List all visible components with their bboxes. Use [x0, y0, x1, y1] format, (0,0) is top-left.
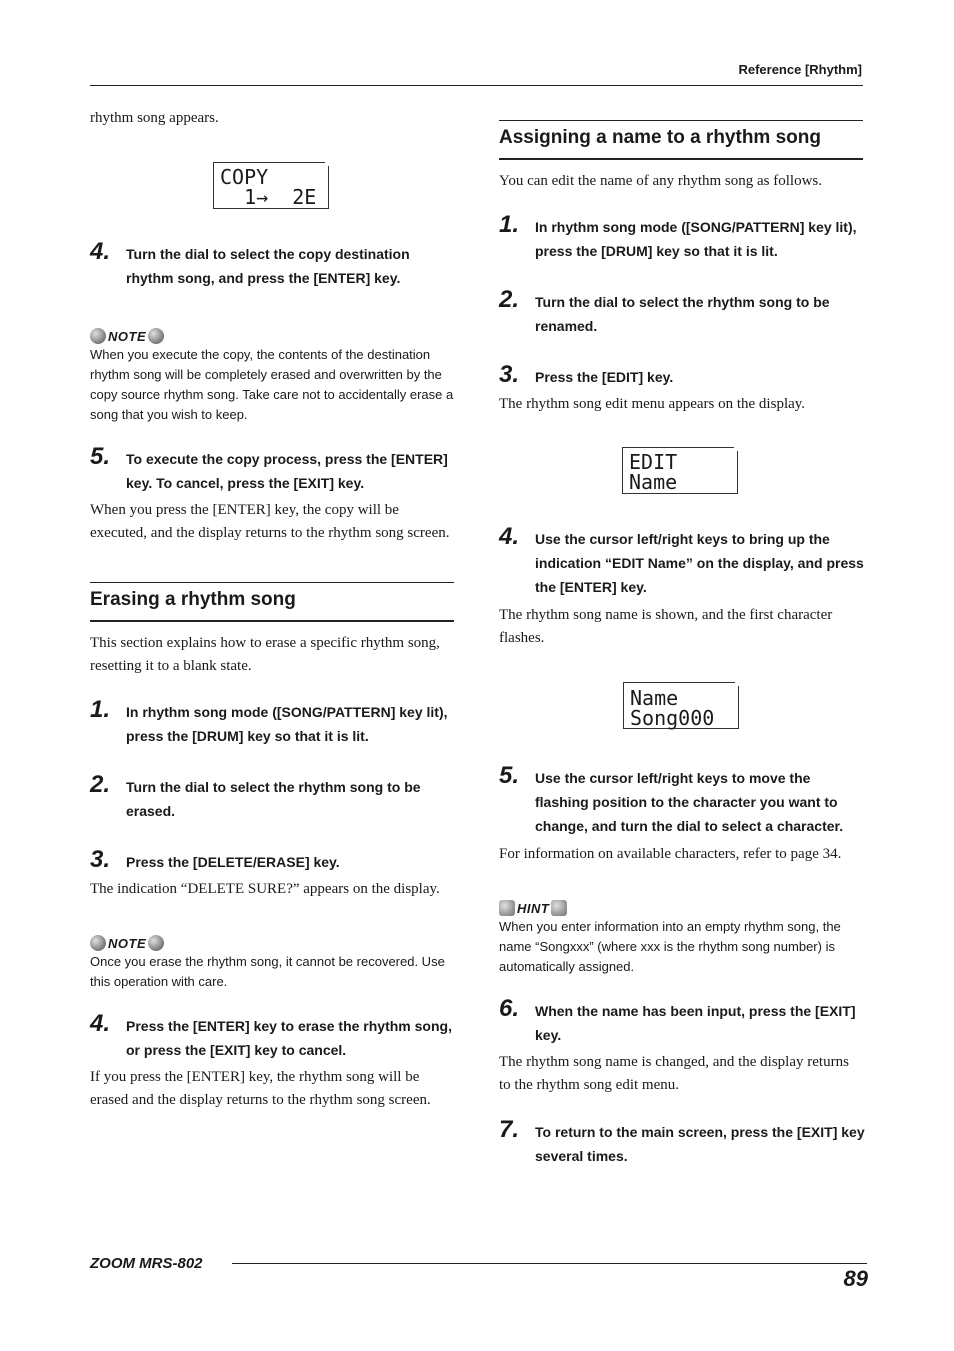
step-number: 5. — [499, 762, 520, 789]
step-text: When the name has been input, press the [EXIT] key. — [535, 1003, 856, 1043]
step-number: 4. — [499, 523, 520, 550]
step-number: 1. — [90, 696, 111, 723]
body-text: The rhythm song name is changed, and the display returns to the rhythm song edit menu. — [499, 1054, 849, 1093]
step-text: Press the [DELETE/ERASE] key. — [126, 854, 340, 870]
step-number: 1. — [499, 211, 520, 238]
body-text: The rhythm song edit menu appears on the display. — [499, 396, 806, 412]
body-text: When you press the [ENTER] key, the copy will be executed, and the display returns to the rhythm song screen. — [90, 502, 450, 541]
step-number: 5. — [90, 443, 111, 470]
lcd-name-display — [623, 682, 739, 729]
lcd-line-2: Song000 — [630, 706, 715, 730]
section-heading-name — [499, 120, 863, 160]
hint-bullet-icon — [499, 900, 515, 916]
note-label: NOTE — [108, 328, 147, 344]
step-number: 2. — [90, 771, 111, 798]
step-number: 3. — [499, 361, 520, 388]
hint-text: When you enter information into an empty rhythm song, the name “Songxxx” (where xxx is the rhythm song number) is automatically assigned. — [499, 919, 841, 974]
note-bullet-icon — [90, 328, 106, 344]
note-tag — [90, 934, 164, 950]
lcd-line-1: COPY — [220, 165, 269, 189]
section-title: Erasing a rhythm song — [90, 589, 296, 610]
step-text: To execute the copy process, press the [ENTER] key. To cancel, press the [EXIT] key. — [126, 451, 448, 491]
step-text: Turn the dial to select the rhythm song to be erased. — [126, 779, 421, 819]
step-number: 3. — [90, 846, 111, 873]
hint-label: HINT — [517, 900, 550, 916]
lcd-line-1: Name — [630, 686, 679, 710]
lcd-corner — [734, 447, 738, 451]
lcd-corner — [735, 682, 739, 686]
step-text: Use the cursor left/right keys to bring up the indication “EDIT Name” on the display, and press the [ENTER] key. — [535, 531, 864, 595]
note-bullet-icon — [148, 328, 164, 344]
step-text: In rhythm song mode ([SONG/PATTERN] key lit), press the [DRUM] key so that it is lit. — [126, 704, 448, 744]
step-number: 2. — [499, 286, 520, 313]
page-number: 89 — [843, 1266, 868, 1291]
lcd-line-2: Name — [629, 470, 678, 494]
step-text: Turn the dial to select the rhythm song to be renamed. — [535, 294, 830, 334]
note-bullet-icon — [148, 935, 164, 951]
body-text: If you press the [ENTER] key, the rhythm song will be erased and the display returns to the rhythm song screen. — [90, 1069, 431, 1108]
hint-tag — [499, 899, 567, 915]
lcd-copy-display — [213, 162, 329, 209]
step-text: To return to the main screen, press the [EXIT] key several times. — [535, 1124, 865, 1164]
step-number: 4. — [90, 238, 111, 265]
section-heading-erase — [90, 582, 454, 622]
note-label: NOTE — [108, 935, 147, 951]
body-text: This section explains how to erase a specific rhythm song, resetting it to a blank state. — [90, 635, 440, 674]
note-bullet-icon — [90, 935, 106, 951]
step-text: In rhythm song mode ([SONG/PATTERN] key lit), press the [DRUM] key so that it is lit. — [535, 219, 857, 259]
step-text: Turn the dial to select the copy destination rhythm song, and press the [ENTER] key. — [126, 246, 410, 286]
footer-rule — [232, 1263, 867, 1264]
note-text: Once you erase the rhythm song, it cannot be recovered. Use this operation with care. — [90, 954, 445, 989]
hint-bullet-icon — [551, 900, 567, 916]
body-text: The indication “DELETE SURE?” appears on the display. — [90, 881, 440, 897]
intro-text: rhythm song appears. — [90, 110, 219, 126]
footer-brand: ZOOM MRS-802 — [90, 1255, 203, 1272]
lcd-line-1: EDIT — [629, 450, 678, 474]
step-text: Press the [ENTER] key to erase the rhythm song, or press the [EXIT] key to cancel. — [126, 1018, 452, 1058]
header-reference: Reference [Rhythm] — [738, 62, 862, 77]
lcd-line-2: 1→ 2E — [220, 185, 317, 209]
header-rule — [90, 85, 863, 86]
step-text: Use the cursor left/right keys to move the flashing position to the character you want to change, and turn the dial to select a character. — [535, 770, 844, 834]
note-text: When you execute the copy, the contents of the destination rhythm song will be completely erased and overwritten by the copy source rhythm song. Take care not to accidentally erase a song that you wish to keep. — [90, 347, 454, 422]
step-number: 4. — [90, 1010, 111, 1037]
lcd-corner — [325, 162, 329, 166]
step-number: 7. — [499, 1116, 520, 1143]
body-text: The rhythm song name is shown, and the first character flashes. — [499, 607, 833, 646]
body-text: You can edit the name of any rhythm song as follows. — [499, 173, 823, 189]
section-title: Assigning a name to a rhythm song — [499, 127, 821, 148]
note-tag — [90, 327, 164, 343]
lcd-edit-display — [622, 447, 738, 494]
body-text: For information on available characters, refer to page 34. — [499, 846, 842, 862]
step-number: 6. — [499, 995, 520, 1022]
step-text: Press the [EDIT] key. — [535, 369, 674, 385]
